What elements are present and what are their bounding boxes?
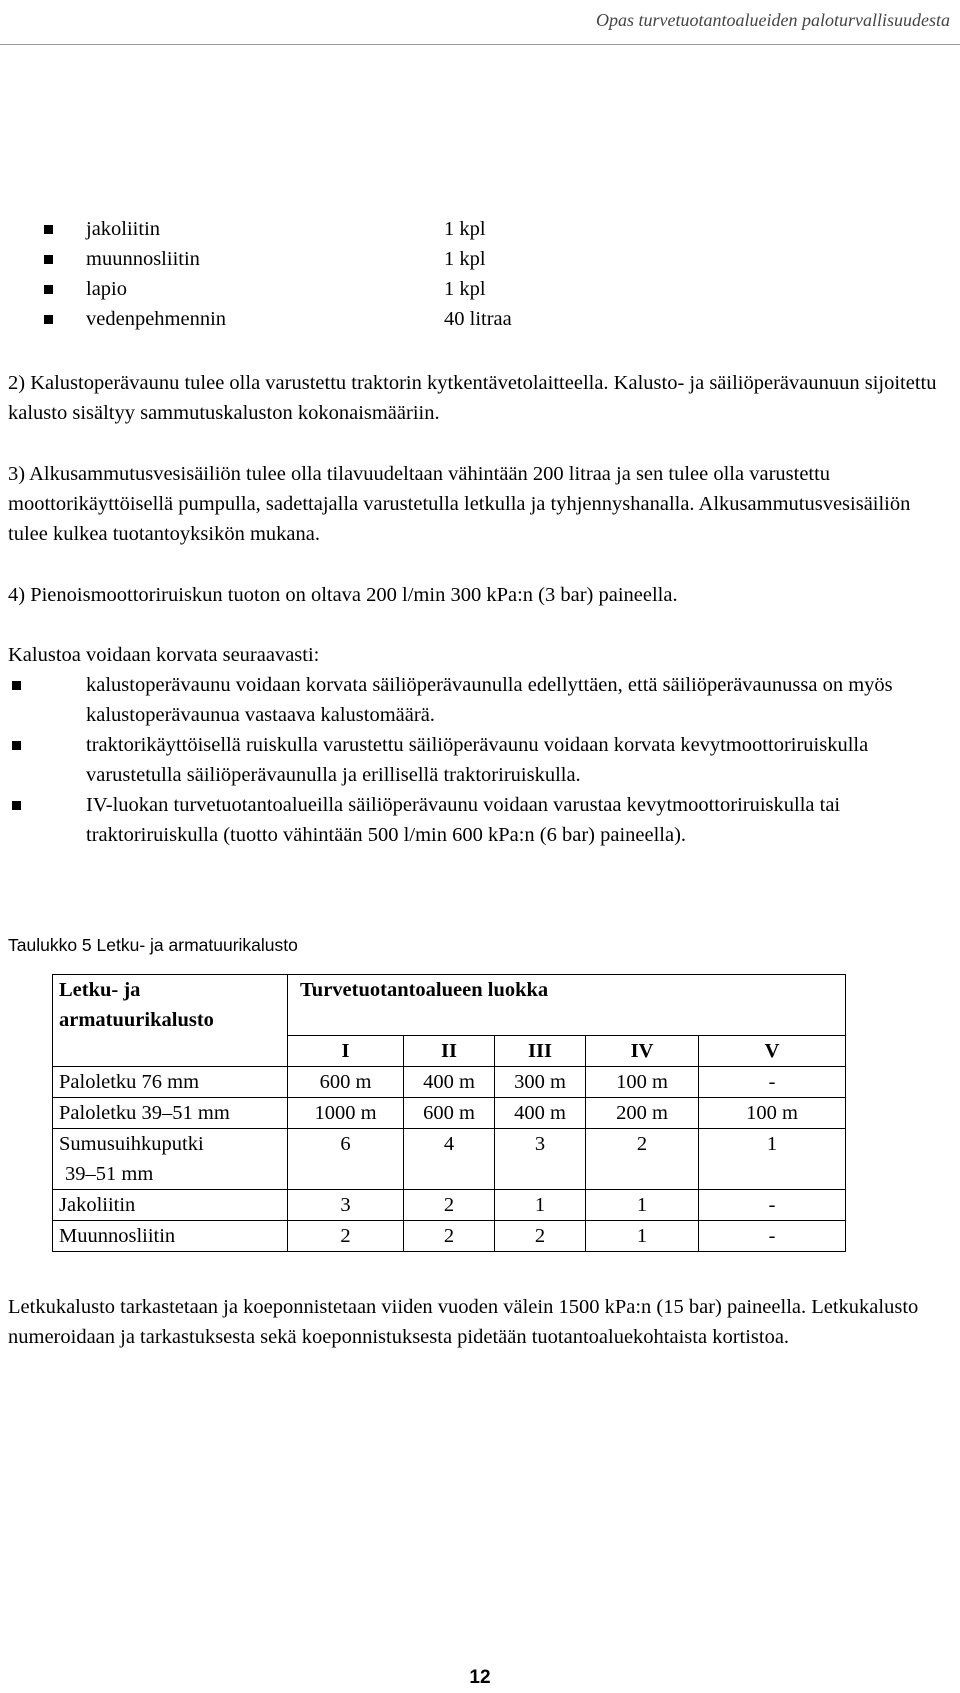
table-row	[53, 1098, 846, 1129]
square-bullet-icon	[12, 801, 21, 810]
table-cell: 100 m	[586, 1067, 699, 1098]
table-cell: 400 m	[495, 1098, 586, 1129]
table-cell: 2	[495, 1221, 586, 1252]
list-item	[8, 790, 948, 850]
equipment-quantity: 1 kpl	[444, 248, 486, 270]
table-header-label: Letku- ja armatuurikalusto	[53, 975, 288, 1067]
table-row	[53, 1067, 846, 1098]
paragraph-note-3: 3) Alkusammutusvesisäiliön tulee olla tilavuudeltaan vähintään 200 litraa ja sen tulee olla varustettu moottorikäyttöisellä pumpulla, sadettajalla varustetulla letkulla ja tyhjennyshanalla. Alkusammutusvesisäiliön tulee kulkea tuotantoyksikön mukana.	[8, 463, 911, 545]
table-row-label	[53, 1129, 288, 1190]
table-row-label: Jakoliitin	[53, 1190, 288, 1221]
table-cell: 1	[699, 1129, 846, 1190]
list-item	[44, 244, 564, 274]
table-cell: 400 m	[404, 1067, 495, 1098]
list-item	[44, 274, 564, 304]
equipment-quantity: 1 kpl	[444, 218, 486, 240]
table-row-label: Paloletku 76 mm	[53, 1067, 288, 1098]
square-bullet-icon	[44, 255, 53, 264]
table-header-row	[53, 975, 846, 1036]
list-item	[8, 670, 948, 730]
square-bullet-icon	[12, 681, 21, 690]
table-row	[53, 1190, 846, 1221]
equipment-quantity: 40 litraa	[444, 308, 512, 330]
list-item	[44, 214, 564, 244]
table-cell: -	[699, 1221, 846, 1252]
table-cell: 2	[586, 1129, 699, 1190]
table-cell: 2	[288, 1221, 404, 1252]
square-bullet-icon	[44, 315, 53, 324]
equipment-quantity: 1 kpl	[444, 278, 486, 300]
table-cell: 4	[404, 1129, 495, 1190]
table-class-header: IV	[586, 1036, 699, 1067]
equipment-name: muunnosliitin	[86, 248, 200, 270]
table-row	[53, 1221, 846, 1252]
table-row-label-line: Sumusuihkuputki	[59, 1133, 204, 1155]
table-cell: 3	[288, 1190, 404, 1221]
header-title: Opas turvetuotantoalueiden paloturvallisuudesta	[596, 10, 950, 30]
paragraph-hose-inspection: Letkukalusto tarkastetaan ja koeponnistetaan viiden vuoden välein 1500 kPa:n (15 bar) paineella. Letkukalusto numeroidaan ja tarkastuksesta sekä koeponnistuksesta pidetään tuotantoaluekohtaista kortistoa.	[8, 1296, 919, 1348]
equipment-name: vedenpehmennin	[86, 308, 227, 330]
paragraph-substitution-intro: Kalustoa voidaan korvata seuraavasti:	[8, 644, 320, 666]
table-row-label: Paloletku 39–51 mm	[53, 1098, 288, 1129]
table-class-header: III	[495, 1036, 586, 1067]
table-cell: 2	[404, 1190, 495, 1221]
table-cell: -	[699, 1190, 846, 1221]
table-row	[53, 1129, 846, 1190]
square-bullet-icon	[44, 285, 53, 294]
paragraph-note-4: 4) Pienoismoottoriruiskun tuoton on oltava 200 l/min 300 kPa:n (3 bar) paineella.	[8, 584, 678, 606]
table-class-header: II	[404, 1036, 495, 1067]
table-cell: 3	[495, 1129, 586, 1190]
square-bullet-icon	[44, 225, 53, 234]
table-class-header: I	[288, 1036, 404, 1067]
list-item	[8, 730, 948, 790]
table-cell: 1000 m	[288, 1098, 404, 1129]
list-item-text: kalustoperävaunu voidaan korvata säiliöperävaunulla edellyttäen, että säiliöperävaunussa on myös kalustoperävaunua vastaava kalustomäärä.	[86, 674, 893, 726]
table-cell: 1	[495, 1190, 586, 1221]
table-cell: 600 m	[288, 1067, 404, 1098]
equipment-name: jakoliitin	[86, 218, 161, 240]
table-cell: -	[699, 1067, 846, 1098]
table-row-label: Muunnosliitin	[53, 1221, 288, 1252]
table-cell: 300 m	[495, 1067, 586, 1098]
table-class-header: V	[699, 1036, 846, 1067]
equipment-table	[52, 974, 846, 1252]
list-item	[44, 304, 564, 334]
table-cell: 1	[586, 1221, 699, 1252]
table-row-label-line: 39–51 mm	[65, 1163, 154, 1185]
equipment-name: lapio	[86, 278, 127, 300]
list-item-text: traktorikäyttöisellä ruiskulla varustettu säiliöperävaunu voidaan korvata kevytmoottoriruiskulla varustetulla säiliöperävaunulla ja erillisellä traktoriruiskulla.	[86, 734, 869, 786]
paragraph-note-2: 2) Kalustoperävaunu tulee olla varustettu traktorin kytkentävetolaitteella. Kalusto- ja säiliöperävaunuun sijoitettu kalusto sisältyy sammutuskaluston kokonaismääriin.	[8, 372, 937, 424]
table-cell: 6	[288, 1129, 404, 1190]
table-cell: 2	[404, 1221, 495, 1252]
substitution-list	[8, 670, 948, 850]
page-header	[0, 0, 960, 45]
table-cell: 100 m	[699, 1098, 846, 1129]
table-header-group: Turvetuotantoalueen luokka	[288, 975, 846, 1036]
square-bullet-icon	[12, 741, 21, 750]
page-number: 12	[469, 1667, 491, 1688]
table-cell: 600 m	[404, 1098, 495, 1129]
equipment-list	[44, 214, 564, 334]
table-cell: 1	[586, 1190, 699, 1221]
table-cell: 200 m	[586, 1098, 699, 1129]
list-item-text: IV-luokan turvetuotantoalueilla säiliöperävaunu voidaan varustaa kevytmoottoriruiskulla tai traktoriruiskulla (tuotto vähintään 500 l/min 600 kPa:n (6 bar) paineella).	[86, 794, 841, 846]
table-caption: Taulukko 5 Letku- ja armatuurikalusto	[8, 935, 298, 955]
